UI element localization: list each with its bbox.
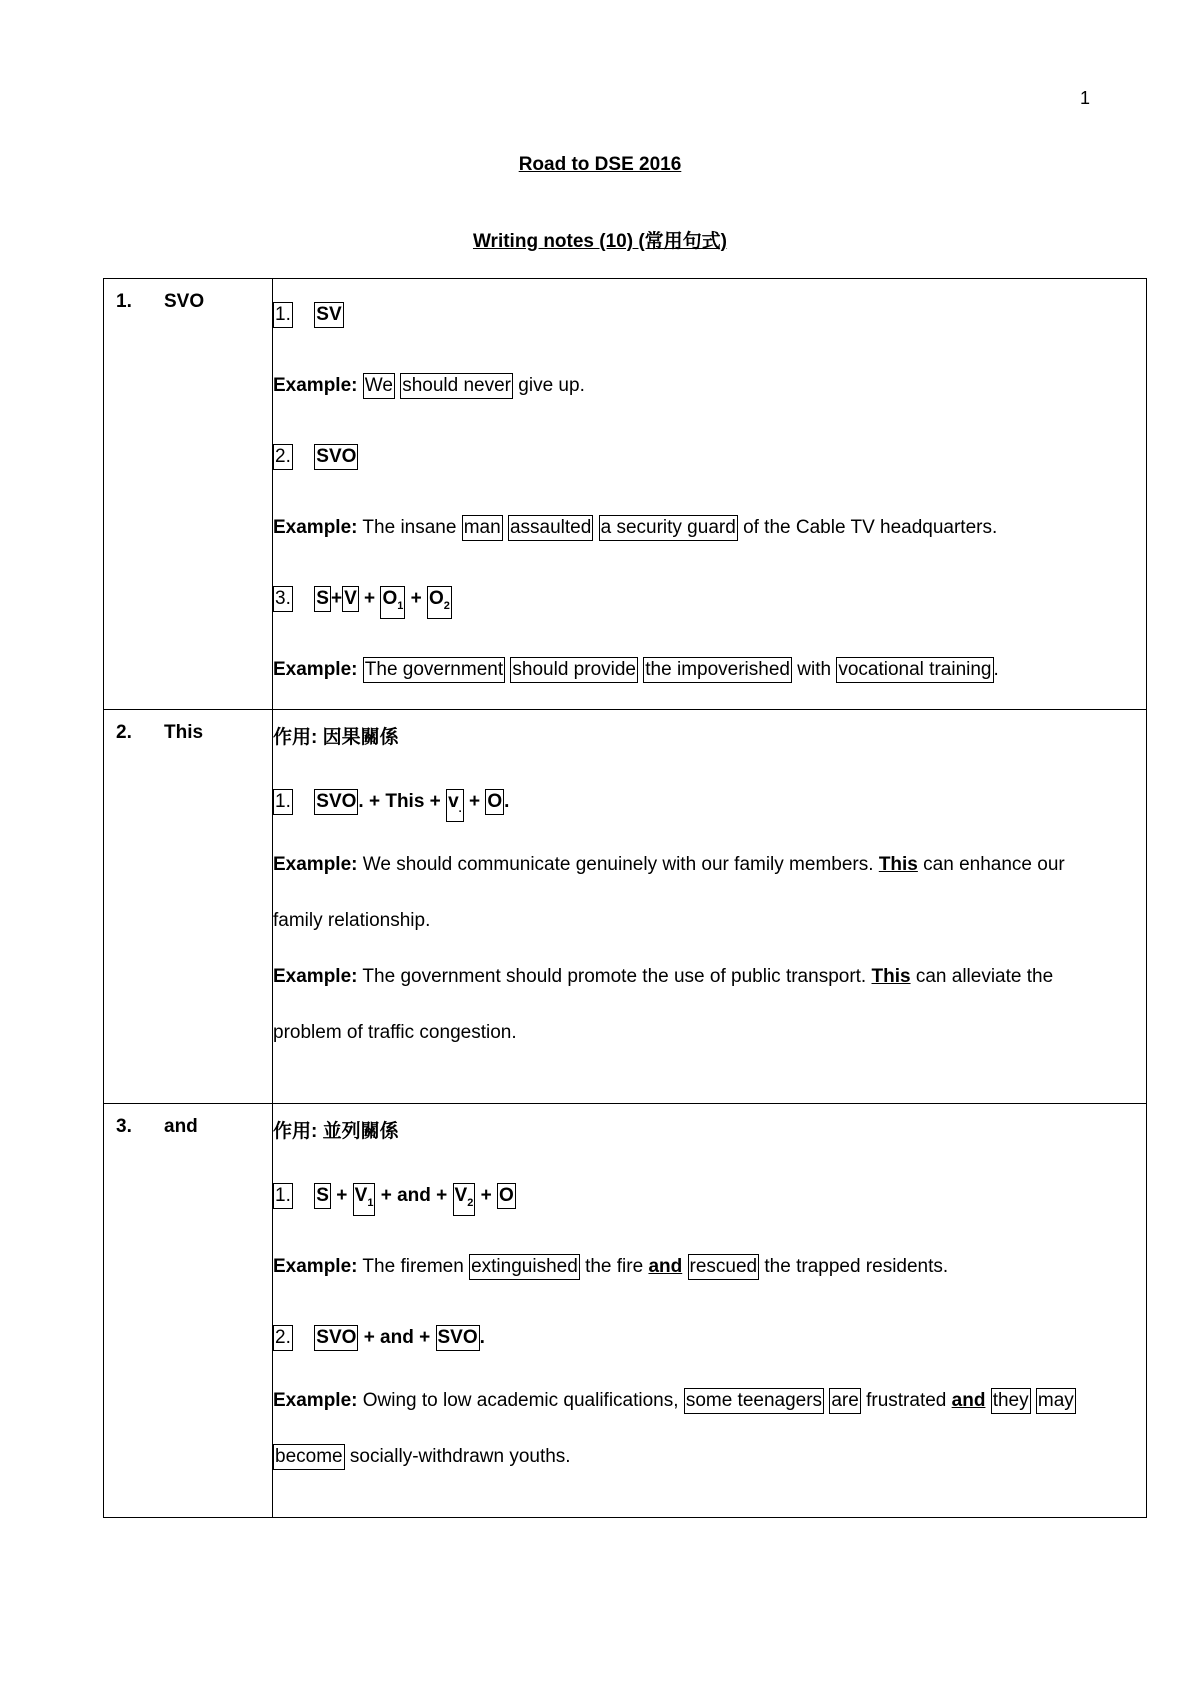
example-label: Example:	[273, 659, 358, 680]
formula-s: S	[314, 1183, 331, 1209]
example-line	[273, 492, 1146, 563]
formula-v2: $V_2$	[453, 1183, 476, 1216]
formula-o: O	[485, 789, 504, 815]
example-line-continued	[273, 1429, 1146, 1485]
example-text: The insane	[362, 517, 457, 538]
formula-end: .	[479, 1327, 485, 1348]
row-label: This	[164, 722, 204, 743]
formula-line	[273, 766, 1146, 837]
formula-plus: +	[364, 588, 376, 609]
example-keyword: and	[648, 1256, 683, 1277]
example-keyword: This	[871, 966, 911, 987]
example-line	[273, 949, 1146, 1005]
page-number: 1	[1080, 88, 1091, 108]
row-label: SVO	[164, 291, 205, 312]
example-text: socially-withdrawn youths.	[349, 1446, 571, 1467]
example-verb: rescued	[688, 1254, 760, 1280]
formula-svo: SVO	[314, 789, 358, 815]
example-label: Example:	[273, 1390, 358, 1411]
formula-plus: +	[480, 1185, 492, 1206]
formula-number: 3.	[273, 586, 293, 612]
row-label-cell	[104, 1104, 273, 1518]
example-verb: should never	[400, 373, 513, 399]
example-keyword: This	[878, 854, 918, 875]
example-verb: extinguished	[469, 1254, 580, 1280]
formula-line	[273, 563, 1146, 634]
formula-o1: $O_1$	[380, 586, 405, 619]
purpose-line: 作用: 因果關係	[273, 727, 399, 748]
example-text: of the Cable TV headquarters.	[743, 517, 998, 538]
example-subject: they	[991, 1388, 1031, 1414]
example-verb: may	[1036, 1388, 1076, 1414]
formula-number: 2.	[273, 444, 293, 470]
example-text: can alleviate the	[915, 966, 1054, 987]
row-label-cell	[104, 710, 273, 1104]
formula-v: V	[342, 586, 359, 612]
example-label: Example:	[273, 966, 358, 987]
example-text: Owing to low academic qualifications,	[362, 1390, 679, 1411]
formula-plus: +	[410, 588, 422, 609]
example-text: The government should promote the use of public transport.	[362, 966, 867, 987]
row-label: and	[164, 1116, 198, 1137]
row-number: 3.	[116, 1116, 132, 1137]
row-label-cell	[104, 279, 273, 710]
document-title: Road to DSE 2016	[518, 154, 682, 175]
formula-line	[273, 1302, 1146, 1373]
example-line	[273, 1231, 1146, 1302]
example-text: with	[797, 659, 832, 680]
example-line	[273, 1373, 1146, 1429]
example-text: the fire	[585, 1256, 644, 1277]
formula-line	[273, 279, 1146, 350]
formula-plus: +	[330, 588, 343, 609]
notes-table	[103, 278, 1147, 1518]
formula-line	[273, 421, 1146, 492]
formula-o: O	[497, 1183, 516, 1209]
row-content-cell	[273, 279, 1147, 710]
formula-end: .	[504, 791, 510, 812]
formula-text: SVO	[314, 444, 358, 470]
formula-number: 1.	[273, 302, 293, 328]
formula-s: S	[314, 586, 331, 612]
example-object: vocational training	[836, 657, 993, 683]
row-content-cell	[273, 710, 1147, 1104]
formula-text: SV	[314, 302, 343, 328]
example-subject: some teenagers	[684, 1388, 824, 1414]
example-keyword: and	[951, 1390, 986, 1411]
example-verb: assaulted	[508, 515, 593, 541]
formula-number: 1.	[273, 789, 293, 815]
example-verb: become	[273, 1444, 345, 1470]
table-row	[104, 279, 1147, 710]
row-number: 2.	[116, 722, 132, 743]
document-subtitle: Writing notes (10) (常用句式)	[472, 231, 728, 252]
formula-plus: +	[336, 1185, 348, 1206]
formula-number: 1.	[273, 1183, 293, 1209]
example-label: Example:	[273, 854, 358, 875]
example-subject: We	[363, 373, 395, 399]
example-label: Example:	[273, 375, 358, 396]
formula-this: . + This +	[358, 791, 441, 812]
example-text: The firemen	[362, 1256, 464, 1277]
example-object: a security guard	[599, 515, 738, 541]
formula-number: 2.	[273, 1325, 293, 1351]
formula-svo: SVO	[314, 1325, 358, 1351]
example-object: the impoverished	[643, 657, 792, 683]
example-label: Example:	[273, 1256, 358, 1277]
example-line	[273, 837, 1146, 893]
example-verb: should provide	[510, 657, 638, 683]
formula-line	[273, 1160, 1146, 1231]
formula-v: $v_.$	[446, 789, 464, 822]
example-subject: man	[462, 515, 503, 541]
example-text: We should communicate genuinely with our family members.	[362, 854, 874, 875]
example-text: the trapped residents.	[764, 1256, 949, 1277]
example-text: can enhance our	[923, 854, 1065, 875]
example-subject: The government	[363, 657, 505, 683]
example-line-continued: problem of traffic congestion.	[273, 1022, 517, 1043]
example-label: Example:	[273, 517, 358, 538]
row-number: 1.	[116, 291, 132, 312]
example-line	[273, 634, 1146, 705]
example-line	[273, 350, 1146, 421]
example-text: .	[993, 659, 999, 680]
formula-o2: $O_2$	[427, 586, 452, 619]
formula-and: + and +	[380, 1185, 448, 1206]
purpose-line: 作用: 並列關係	[273, 1121, 399, 1142]
formula-v1: $V_1$	[353, 1183, 376, 1216]
example-line-continued: family relationship.	[273, 910, 431, 931]
row-content-cell	[273, 1104, 1147, 1518]
example-text: give up.	[518, 375, 585, 396]
example-text: frustrated	[866, 1390, 947, 1411]
formula-and: + and +	[363, 1327, 431, 1348]
formula-svo: SVO	[436, 1325, 480, 1351]
table-row	[104, 1104, 1147, 1518]
example-verb: are	[829, 1388, 860, 1414]
formula-plus: +	[468, 791, 481, 812]
table-row	[104, 710, 1147, 1104]
